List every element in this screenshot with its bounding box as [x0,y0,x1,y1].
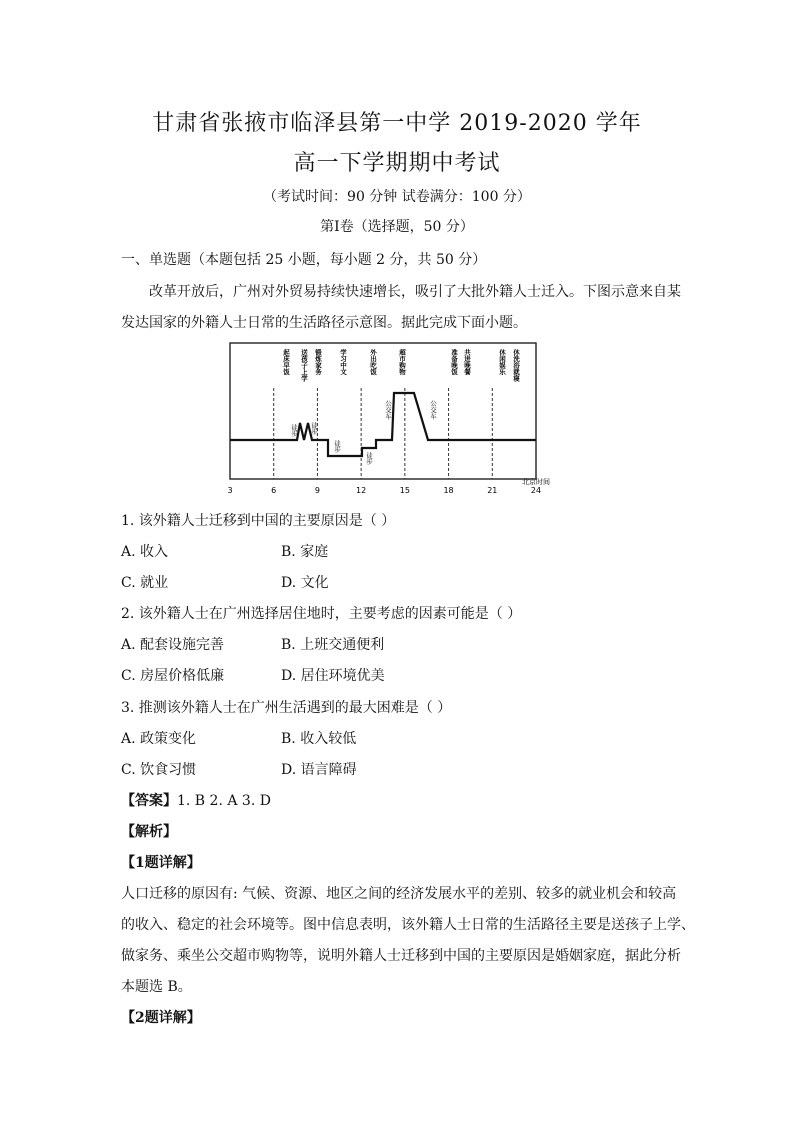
question-1-option-d: D. 文化 [281,575,329,591]
x-tick-label: 3 [227,486,233,495]
x-tick-label: 15 [399,486,410,495]
transport-label: 徒步 [333,440,341,453]
question-3-option-c: C. 饮食习惯 [121,762,197,778]
page-title: 甘肃省张掖市临泽县第一中学 2019-2020 学年 [152,111,642,136]
transport-label: 徒步 [365,452,373,465]
transport-label: 公交车 [429,400,437,420]
question-2-option-c: C. 房屋价格低廉 [121,668,225,684]
question-2-option-b: B. 上班交通便利 [281,637,385,653]
activity-label: 外出吃饭 [369,349,377,375]
question-1-option-b: B. 家庭 [281,544,329,560]
x-tick-label: 6 [271,486,277,495]
x-tick-label: 9 [314,486,320,495]
q1-analysis-line-2: 的收入、稳定的社会环境等。图中信息表明，该外籍人士日常的生活路径主要是送孩子上学、 [121,917,695,933]
x-ticks [227,486,541,495]
q1-analysis-line-4: 本题选 B。 [121,979,192,995]
section-heading: 一、单选题（本题包括 25 小题，每小题 2 分，共 50 分） [121,252,487,268]
question-2-stem: 2. 该外籍人士在广州选择居住地时，主要考虑的因素可能是（ ） [121,606,522,622]
question-3-option-a: A. 政策变化 [121,731,197,747]
activity-label: 共进晚餐 [463,349,471,375]
activity-label: 超市购物 [398,349,406,375]
life-path-line [230,393,536,456]
activity-label: 送孩子上学 [300,349,308,382]
answer-label: 【答案】 [121,793,177,809]
question-1-stem: 1. 该外籍人士迁移到中国的主要原因是（ ） [121,513,396,529]
answer-text: 1. B 2. A 3. D [177,793,271,809]
exam-info: （考试时间：90 分钟 试卷满分：100 分） [263,189,531,205]
diagram-frame [230,343,536,479]
activity-label: 锻炼家务 [314,349,322,375]
q2-analysis-label: 【2题详解】 [121,1010,201,1026]
q1-analysis-line-3: 做家务、乘坐公交超市购物等，说明外籍人士迁移到中国的主要原因是婚姻家庭，据此分析 [121,948,681,964]
activity-label: 学习中文 [339,349,347,375]
life-path-diagram [226,340,550,500]
activity-label: 准备晚饭 [450,349,458,375]
transport-label: 徒步 [310,422,318,435]
question-1-option-c: C. 就业 [121,575,169,591]
analysis-label: 【解析】 [121,824,177,840]
question-3-option-d: D. 语言障碍 [281,762,357,778]
question-2-option-d: D. 居住环境优美 [281,668,385,684]
x-axis-label: 北京时间 [522,478,550,486]
passage-line-2: 发达国家的外籍人士日常的生活路径示意图。据此完成下面小题。 [121,315,527,331]
transport-label: 公交车 [384,400,392,420]
question-2-option-a: A. 配套设施完善 [121,637,225,653]
x-tick-label: 18 [443,486,454,495]
x-tick-label: 24 [530,486,542,495]
activity-label: 休闲娱乐 [498,349,506,375]
question-1-option-a: A. 收入 [121,544,169,560]
page-subtitle: 高一下学期期中考试 [293,151,501,176]
transport-label: 徒步 [290,424,298,437]
q1-analysis-label: 【1题详解】 [121,855,201,871]
top-labels [282,348,520,383]
passage-line-1: 改革开放后，广州对外贸易持续快速增长，吸引了大批外籍人士迁入。下图示意来自某 [149,284,681,300]
activity-label: 休洗浴就寝 [512,349,520,382]
volume-label: 第Ⅰ卷（选择题，50 分） [320,219,474,235]
answer-line [121,790,271,810]
q1-analysis-line-1: 人口迁移的原因有: 气候、资源、地区之间的经济发展水平的差别、较多的就业机会和较高 [121,886,677,902]
x-tick-label: 21 [487,486,498,495]
question-3-option-b: B. 收入较低 [281,731,357,747]
path-labels [290,400,437,466]
question-3-stem: 3. 推测该外籍人士在广州生活遇到的最大困难是（ ） [121,700,452,716]
activity-label: 起床早饭 [282,349,290,375]
x-tick-label: 12 [356,486,367,495]
